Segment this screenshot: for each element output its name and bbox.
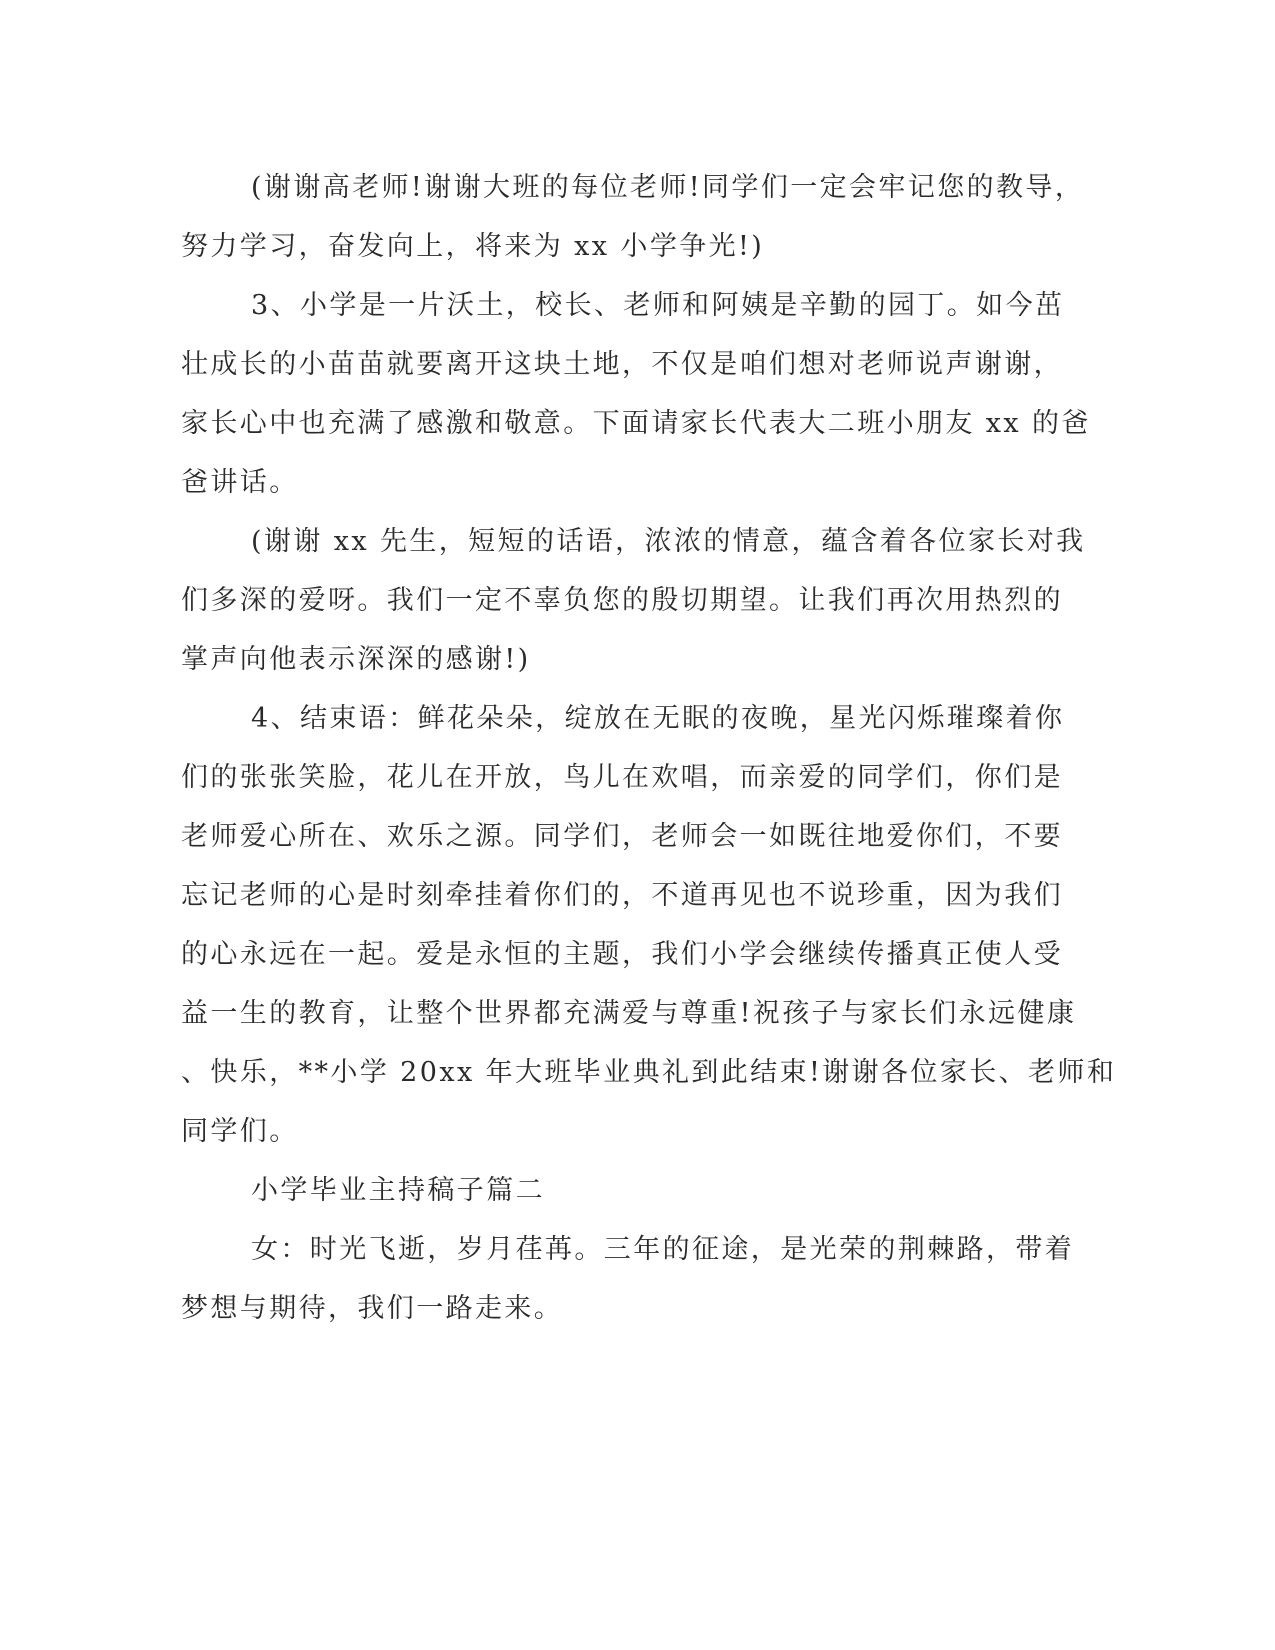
- paragraph-line: 们的张张笑脸，花儿在开放，鸟儿在欢唱，而亲爱的同学们，你们是: [181, 762, 1063, 793]
- paragraph-line: 忘记老师的心是时刻牵挂着你们的，不道再见也不说珍重，因为我们: [181, 880, 1063, 911]
- paragraph-line: 壮成长的小苗苗就要离开这块土地，不仅是咱们想对老师说声谢谢，: [181, 349, 1063, 380]
- paragraph-line: 益一生的教育，让整个世界都充满爱与尊重!祝孩子与家长们永远健康: [181, 998, 1077, 1029]
- paragraph-line: 4、结束语：鲜花朵朵，绽放在无眠的夜晚，星光闪烁璀璨着你: [251, 703, 1065, 734]
- paragraph-line: 努力学习，奋发向上，将来为 xx 小学争光!): [181, 231, 765, 262]
- paragraph-line: (谢谢 xx 先生，短短的话语，浓浓的情意，蕴含着各位家长对我: [251, 526, 1086, 557]
- paragraph-line: 女：时光飞逝，岁月荏苒。三年的征途，是光荣的荆棘路，带着: [251, 1234, 1075, 1265]
- paragraph-line: 3、小学是一片沃土，校长、老师和阿姨是辛勤的园丁。如今茁: [251, 290, 1065, 321]
- paragraph-line: 、快乐，**小学 20xx 年大班毕业典礼到此结束!谢谢各位家长、老师和: [181, 1057, 1117, 1088]
- paragraph-line: 爸讲话。: [181, 467, 299, 498]
- document-body: [181, 158, 1117, 1338]
- paragraph-line: 们多深的爱呀。我们一定不辜负您的殷切期望。让我们再次用热烈的: [181, 585, 1063, 616]
- section-heading: 小学毕业主持稿子篇二: [251, 1175, 545, 1206]
- paragraph-line: 老师爱心所在、欢乐之源。同学们，老师会一如既往地爱你们，不要: [181, 821, 1063, 852]
- paragraph-line: 家长心中也充满了感激和敬意。下面请家长代表大二班小朋友 xx 的爸: [181, 408, 1091, 439]
- paragraph-line: (谢谢高老师!谢谢大班的每位老师!同学们一定会牢记您的教导，: [251, 172, 1085, 203]
- paragraph-line: 梦想与期待，我们一路走来。: [181, 1293, 564, 1324]
- paragraph-line: 掌声向他表示深深的感谢!): [181, 644, 531, 675]
- paragraph-line: 的心永远在一起。爱是永恒的主题，我们小学会继续传播真正使人受: [181, 939, 1063, 970]
- paragraph-line: 同学们。: [181, 1116, 299, 1147]
